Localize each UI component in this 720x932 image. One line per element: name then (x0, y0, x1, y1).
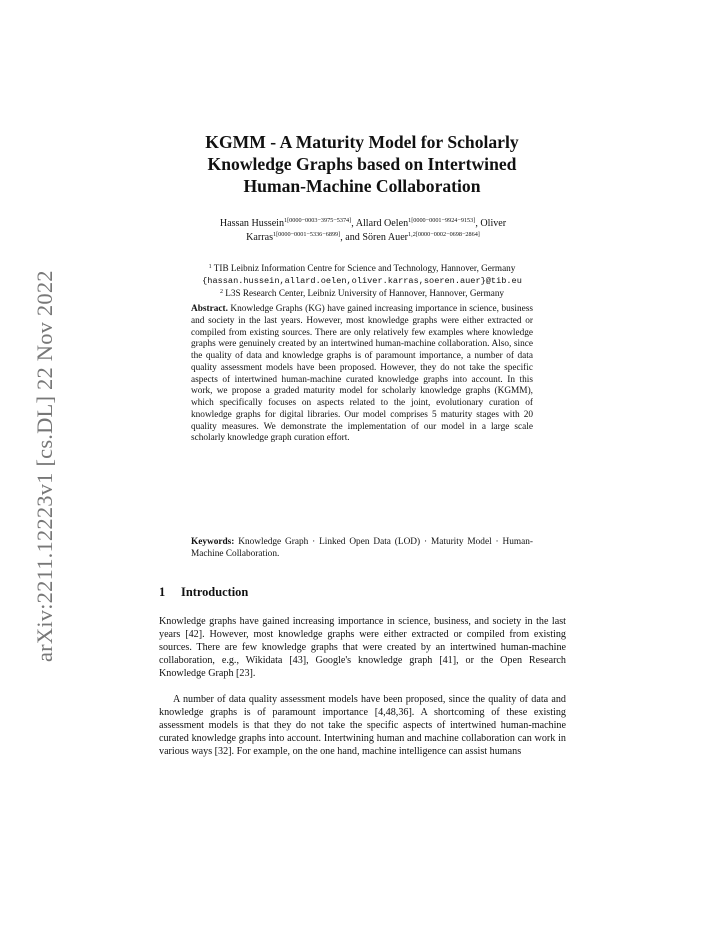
author-name: Hassan Hussein (219, 218, 285, 229)
body-paragraph: A number of data quality assessment models have been proposed, since the quality of data and knowledge graphs is of paramount importance [4,48,36]. A shortcoming of these existing assessment models is that they do not take the specific aspects of intertwined human-machine curated knowledge graphs into account. Intertwining human and machine collaboration can work in various ways [32]. For example, on the one hand, machine intelligence can assist humans (159, 694, 566, 758)
keywords-text: Knowledge Graph · Linked Open Data (LOD) · Maturity Model · Human-Machine Collaboration. (191, 537, 533, 559)
author-name: , Oliver (475, 218, 507, 229)
title-line: KGMM - A Maturity Model for Scholarly (205, 132, 519, 152)
title-line: Human-Machine Collaboration (243, 176, 481, 196)
abstract-text: Knowledge Graphs (KG) have gained increasing importance in science, business and society in the last years. However, most knowledge graphs were either extracted or compiled from existing sources. There are only relatively few examples where knowledge graphs were genuinely created by an intertwined human-machine collaboration. Also, since the quality of data and knowledge graphs is of paramount importance, a number of data quality assessment models have been proposed. However, they do not take the specific aspects of intertwined human-machine curated knowledge graphs into account. In this work, we propose a graded maturity model for scholarly knowledge graphs (KGMM), which specifically focuses on aspects related to the joint, evolutionary curation of knowledge graphs for digital libraries. Our model comprises 5 maturity stages with 20 quality measures. We demonstrate the implementation of our model in a large scale scholarly knowledge graph curation effort. (191, 304, 533, 444)
author-orcid: 1[0000−0001−5336−6899] (273, 231, 341, 238)
author-name: , and Sören Auer (340, 232, 409, 243)
affiliation (150, 262, 574, 275)
section-title: Introduction (181, 585, 249, 599)
section-heading (159, 585, 248, 600)
email-list: {hassan.hussein,allard.oelen,oliver.karras,soeren.auer}@tib.eu (202, 275, 522, 286)
keywords-label: Keywords: (191, 537, 235, 547)
affiliation (150, 287, 574, 300)
author-orcid: 1,2[0000−0002−0698−2864] (408, 231, 480, 238)
paper-title (160, 131, 564, 197)
author-name: , Allard Oelen (351, 218, 409, 229)
arxiv-sidebar (16, 242, 57, 662)
affiliation-list (150, 262, 574, 300)
affiliation-marker: 2 (219, 289, 223, 295)
keywords (191, 537, 533, 561)
title-line: Knowledge Graphs based on Intertwined (207, 154, 517, 174)
author-list (158, 217, 568, 245)
author-line (158, 217, 568, 231)
body-paragraph: Knowledge graphs have gained increasing importance in science, business, and society in the last years [42]. However, most knowledge graphs were either extracted or compiled from existing sources. There are few knowledge graphs that were created by an intertwined human-machine collaboration, e.g., Wikidata [43], Google's knowledge graph [41], or the Open Research Knowledge Graph [23]. (159, 616, 566, 680)
author-line (158, 231, 568, 245)
abstract (191, 304, 533, 445)
affiliation-marker: 1 (208, 264, 212, 270)
author-name: Karras (246, 232, 274, 243)
affiliation-text: TIB Leibniz Information Centre for Science and Technology, Hannover, Germany (213, 263, 516, 273)
author-orcid: 1[0000−0001−9924−9153] (408, 217, 476, 224)
author-orcid: 1[0000−0003−3975−5374] (284, 217, 352, 224)
affiliation-text: L3S Research Center, Leibniz University of Hannover, Hannover, Germany (225, 288, 505, 298)
section-number: 1 (159, 585, 166, 599)
abstract-label: Abstract. (191, 304, 228, 314)
arxiv-identifier: arXiv:2211.12223v1 [cs.DL] 22 Nov 2022 (32, 270, 57, 662)
